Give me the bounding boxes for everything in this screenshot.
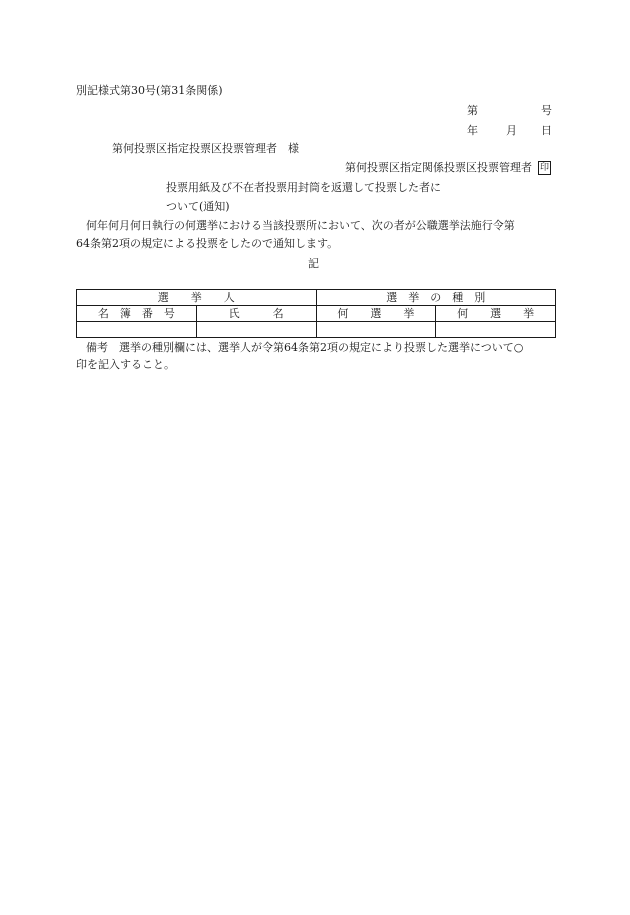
- note-line-2: 印を記入すること。: [76, 358, 175, 371]
- column-header-election-1: 何 選 挙: [316, 306, 436, 322]
- table-cell: [436, 322, 556, 338]
- date-year: 年: [467, 124, 478, 137]
- addressee: 第何投票区指定投票区投票管理者 様: [112, 142, 299, 155]
- election-type-group-header: 選 挙 の 種 別: [316, 290, 556, 306]
- sender-line: [345, 161, 551, 175]
- column-header-register-number: 名 簿 番 号: [77, 306, 197, 322]
- note-line-1: 備考 選挙の種別欄には、選挙人が令第64条第2項の規定により投票した選挙について○: [86, 341, 524, 354]
- number-prefix: 第: [467, 104, 478, 117]
- date-day: 日: [541, 124, 552, 137]
- table-column-header-row: [77, 306, 556, 322]
- table-cell: [196, 322, 316, 338]
- voter-group-header: 選 挙 人: [77, 290, 317, 306]
- number-suffix: 号: [541, 104, 552, 117]
- seal-mark: 印: [539, 163, 549, 173]
- body-line-2: 64条第2項の規定による投票をしたので通知します。: [76, 237, 339, 250]
- sender: 第何投票区指定関係投票区投票管理者: [344, 161, 532, 174]
- table-row: [77, 322, 556, 338]
- column-header-election-2: 何 選 挙: [436, 306, 556, 322]
- subject-line-1: 投票用紙及び不在者投票用封筒を返還して投票した者に: [166, 181, 441, 194]
- ki-heading: 記: [308, 257, 319, 270]
- table-cell: [316, 322, 436, 338]
- voter-table: [76, 289, 556, 338]
- date-month: 月: [506, 124, 517, 137]
- subject-line-2: ついて(通知): [166, 200, 230, 213]
- table-cell: [77, 322, 197, 338]
- body-line-1: 何年何月何日執行の何選挙における当該投票所において、次の者が公職選挙法施行令第: [86, 219, 515, 232]
- column-header-name: 氏 名: [196, 306, 316, 322]
- form-title: 別記様式第30号(第31条関係): [76, 84, 223, 97]
- table-group-header-row: [77, 290, 556, 306]
